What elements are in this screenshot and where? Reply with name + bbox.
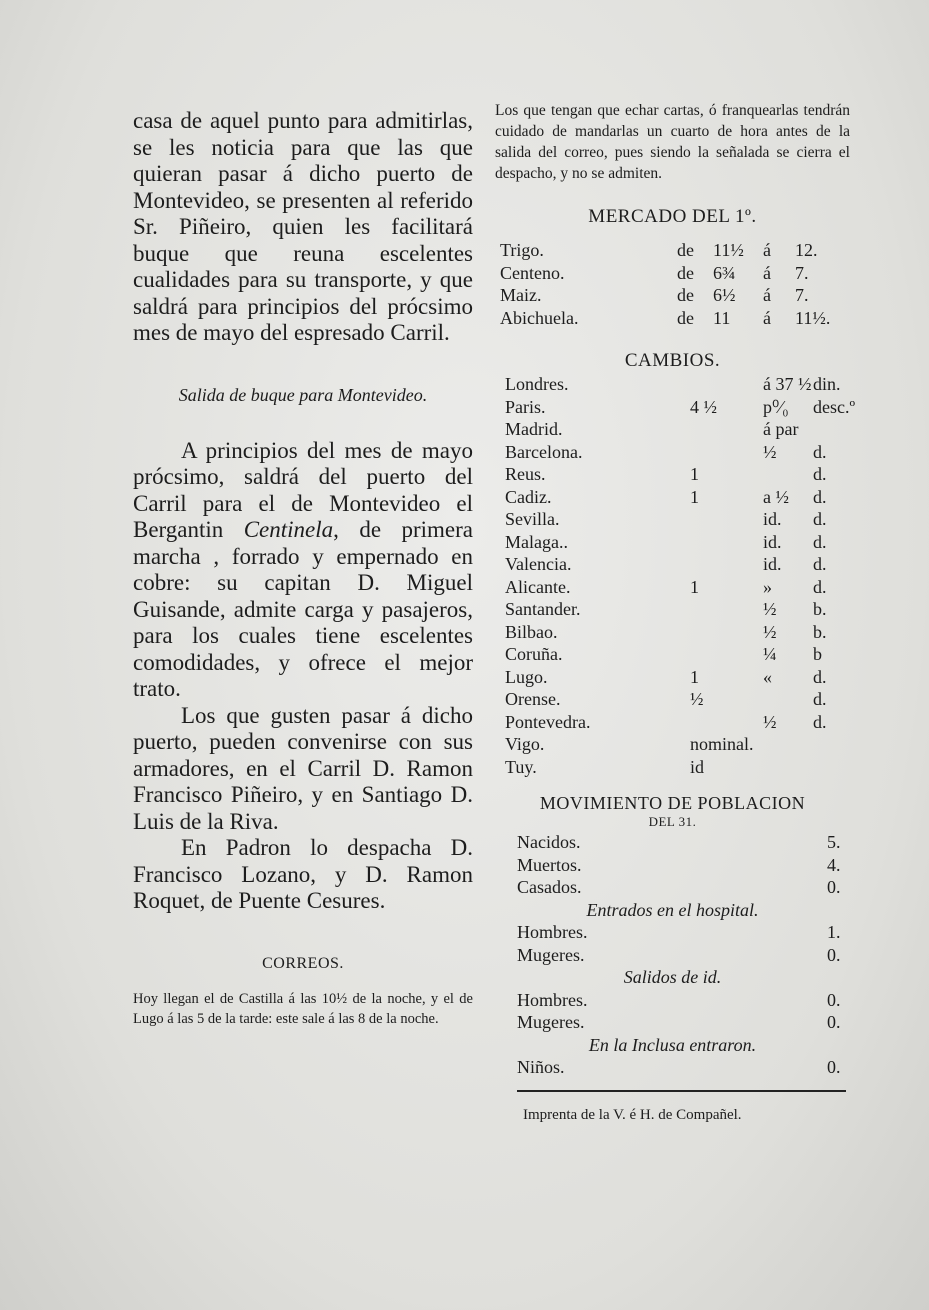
movimiento-date: DEL 31. — [648, 814, 697, 829]
rate-type: d. — [813, 464, 827, 484]
price-a: á — [763, 285, 771, 305]
mercado-table — [495, 240, 850, 330]
city-name: Cadiz. — [505, 486, 552, 507]
section-heading-cambios: CAMBIOS. — [624, 350, 721, 371]
rate-value: 1 — [690, 486, 699, 507]
paragraph-armadores: Los que gusten pasar á dicho puerto, pueden convenirse con sus armadores, en el Carril D. Ramon Francisco Piñeiro, y en Santiago D. Luis de la Riva. — [133, 702, 473, 834]
commodity-name: Maiz. — [500, 285, 542, 305]
category-name: Hombres. — [517, 922, 588, 942]
price-a: á — [763, 240, 771, 260]
section-heading-salida: Salida de buque para Montevideo. — [178, 384, 428, 405]
price-de: de — [677, 240, 694, 260]
city-name: Bilbao. — [505, 621, 558, 642]
price-de: de — [677, 285, 694, 305]
cambio-row — [495, 757, 850, 780]
city-name: Reus. — [505, 464, 546, 484]
rate-type: d. — [813, 711, 827, 732]
rate-fraction: » — [763, 576, 772, 597]
price-a: á — [763, 307, 771, 328]
section-heading-movimiento: MOVIMIENTO DE POBLACION — [539, 793, 806, 813]
category-count: 0. — [827, 877, 841, 897]
category-name: Niños. — [517, 1057, 565, 1077]
paragraph-correos: Hoy llegan el de Castilla á las 10½ de la noche, y el de Lugo á las 5 de la tarde: este sale á las 8 de la noche. — [133, 990, 473, 1027]
city-name: Santander. — [505, 599, 581, 619]
price-to: 11½. — [795, 307, 831, 328]
rate-value: 1 — [690, 666, 699, 687]
rate-type: d. — [813, 554, 827, 574]
rate-fraction: ½ — [763, 599, 777, 619]
rate-type: b. — [813, 599, 827, 619]
rate-value: 1 — [690, 464, 699, 484]
movimiento-table-general — [495, 832, 850, 900]
rate-value: nominal. — [690, 734, 754, 754]
price-from: 6½ — [713, 285, 736, 305]
rate-value: id — [690, 756, 705, 777]
paragraph-padron: En Padron lo despacha D. Francisco Lozano, y D. Ramon Roquet, de Puente Cesures. — [133, 835, 473, 913]
movimiento-table-salidos — [495, 990, 850, 1035]
paragraph-bergantin — [133, 438, 473, 703]
category-name: Nacidos. — [517, 832, 581, 852]
category-name: Muertos. — [517, 854, 582, 875]
movimiento-row — [495, 945, 850, 968]
price-to: 7. — [795, 262, 809, 283]
rate-type: desc.º — [813, 396, 856, 417]
cambio-row — [495, 689, 850, 712]
city-name: Barcelona. — [505, 441, 583, 462]
rate-type: d. — [813, 576, 827, 597]
rate-type: d. — [813, 509, 827, 529]
category-count: 0. — [827, 944, 841, 965]
section-heading-mercado: MERCADO DEL 1º. — [588, 206, 757, 227]
left-column — [133, 108, 473, 1029]
rate-type: d. — [813, 486, 827, 507]
cambio-row — [495, 712, 850, 735]
cambio-row — [495, 644, 850, 667]
cambio-row — [495, 442, 850, 465]
category-count: 5. — [827, 832, 841, 852]
category-count: 0. — [827, 1057, 841, 1077]
rate-type: b. — [813, 621, 827, 642]
cambio-row — [495, 464, 850, 487]
price-a: á — [763, 262, 771, 283]
price-from: 6¾ — [713, 262, 736, 283]
movimiento-row — [495, 832, 850, 855]
category-name: Hombres. — [517, 989, 588, 1010]
city-name: Pontevedra. — [505, 711, 591, 732]
commodity-name: Centeno. — [500, 262, 565, 283]
rate-fraction: id. — [763, 554, 782, 574]
paragraph-passengers: casa de aquel punto para admitirlas, se les noticia para que las que quieran pasar á dicho puerto de Montevideo, se presenten al referido Sr. Piñeiro, quien les facilitará buque que reuna escelentes cualidades para su transporte, y que saldrá para principios del prócsimo mes de mayo del espresado Carril. — [133, 108, 473, 345]
rate-fraction: ½ — [763, 441, 777, 462]
rate-type: b — [813, 644, 822, 664]
price-to: 7. — [795, 285, 809, 305]
mercado-row — [495, 285, 850, 308]
movimiento-row — [495, 922, 850, 945]
cambio-row — [495, 622, 850, 645]
cambio-row — [495, 396, 856, 420]
city-name: Alicante. — [505, 576, 571, 597]
cambios-table — [495, 374, 856, 779]
category-count: 4. — [827, 854, 841, 875]
bergantin-text-b: , de primera marcha , forrado y empernado en cobre: su capitan D. Miguel Guisande, admite carga y pasajeros, para los cuales tiene escelentes comodidades, y ofrece el mejor trato. — [133, 517, 473, 701]
city-name: Orense. — [505, 689, 561, 709]
divider — [517, 1090, 846, 1092]
city-name: Lugo. — [505, 666, 548, 687]
movimiento-row — [495, 1012, 850, 1035]
rate-value: 1 — [690, 576, 699, 597]
category-name: Mugeres. — [517, 944, 585, 965]
mercado-row — [495, 240, 850, 263]
bergantin-text-a: A principios del mes de mayo prócsimo, saldrá del puerto del Carril para el de Montevideo el Bergantin — [133, 437, 473, 542]
price-from: 11½ — [713, 240, 744, 260]
rate-fraction: id. — [763, 531, 782, 552]
city-name: Malaga.. — [505, 531, 568, 552]
mercado-row — [495, 308, 850, 331]
cambio-row — [495, 734, 850, 757]
cambio-row — [495, 554, 850, 577]
rate-type: din. — [813, 374, 841, 394]
movimiento-row — [495, 855, 850, 878]
city-name: Londres. — [505, 374, 569, 394]
imprint-line: Imprenta de la V. é H. de Compañel. — [523, 1106, 742, 1123]
movimiento-row — [495, 1057, 850, 1080]
cambio-row — [495, 509, 850, 532]
right-column — [495, 100, 856, 1139]
cambio-row — [495, 487, 850, 510]
rate-fraction: á par — [763, 419, 799, 439]
commodity-name: Trigo. — [500, 240, 544, 260]
subheading-salidos: Salidos de id. — [623, 967, 722, 987]
commodity-name: Abichuela. — [500, 307, 579, 328]
movimiento-table-entrados — [495, 922, 850, 967]
city-name: Tuy. — [505, 756, 537, 777]
price-from: 11 — [713, 307, 731, 328]
cambio-row — [495, 532, 850, 555]
mercado-row — [495, 263, 850, 286]
movimiento-row — [495, 990, 850, 1013]
city-name: Sevilla. — [505, 509, 560, 529]
rate-type: d. — [813, 441, 827, 462]
city-name: Vigo. — [505, 734, 545, 754]
cambio-row — [495, 374, 850, 397]
movimiento-row — [495, 877, 850, 900]
city-name: Coruña. — [505, 644, 563, 664]
category-count: 1. — [827, 922, 841, 942]
cambio-row — [495, 599, 850, 622]
city-name: Madrid. — [505, 419, 563, 439]
subheading-entrados: Entrados en el hospital. — [586, 899, 759, 920]
rate-type: d. — [813, 689, 827, 709]
rate-fraction: id. — [763, 509, 782, 529]
ship-name: Centinela — [243, 517, 334, 542]
rate-fraction: a ½ — [763, 486, 789, 507]
subheading-inclusa: En la Inclusa entraron. — [588, 1034, 757, 1055]
rate-fraction: « — [763, 666, 772, 687]
category-count: 0. — [827, 989, 841, 1010]
rate-value: ½ — [690, 689, 704, 709]
rate-value: 4 ½ — [690, 396, 717, 417]
section-heading-correos: CORREOS. — [262, 954, 344, 972]
cambio-row — [495, 577, 850, 600]
rate-type: d. — [813, 666, 827, 687]
rate-fraction: ¼ — [763, 644, 777, 664]
rate-fraction: á 37 ½ — [763, 374, 812, 394]
category-name: Casados. — [517, 877, 582, 897]
price-to: 12. — [795, 240, 818, 260]
price-de: de — [677, 307, 694, 328]
notice-cartas: Los que tengan que echar cartas, ó franquearlas tendrán cuidado de mandarlas un cuarto de hora antes de la salida del correo, pues siendo la señalada se cierra el despacho, y no se admiten. — [495, 102, 850, 182]
city-name: Paris. — [505, 396, 546, 417]
rate-fraction: ½ — [763, 711, 777, 732]
cambio-row — [495, 667, 850, 690]
category-count: 0. — [827, 1012, 841, 1032]
movimiento-table-inclusa — [495, 1057, 850, 1080]
cambio-row — [495, 419, 850, 442]
price-de: de — [677, 262, 694, 283]
category-name: Mugeres. — [517, 1012, 585, 1032]
rate-fraction: ½ — [763, 621, 777, 642]
city-name: Valencia. — [505, 554, 572, 574]
rate-fraction: p⁰⁄₀ — [763, 396, 789, 417]
rate-type: d. — [813, 531, 827, 552]
